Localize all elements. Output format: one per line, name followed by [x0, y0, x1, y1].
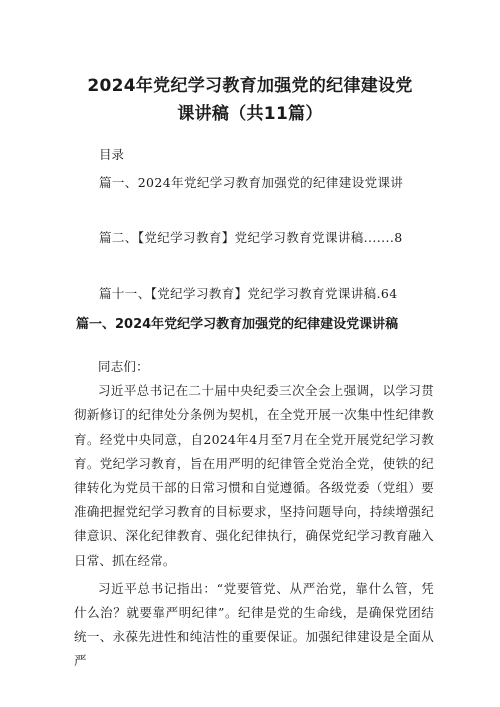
toc-heading: 目录	[99, 147, 125, 162]
toc-item-1[interactable]: 篇一、2024年党纪学习教育加强党的纪律建设党课讲	[99, 175, 404, 190]
document-title	[60, 72, 440, 128]
title-line-2: 课讲稿（共11篇）	[177, 104, 323, 124]
toc-item-2[interactable]: 篇二、【党纪学习教育】党纪学习教育党课讲稿.......8	[99, 230, 403, 245]
paragraph-1: 习近平总书记在二十届中央纪委三次全会上强调，以学习贯彻新修订的纪律处分条例为契机，在全党开展一次集中性纪律教育。经党中央同意，自2024年4月至7月在全党开展党纪学习教育。党纪学习教育，旨在用严明的纪律管全党治全党，使铁的纪律转化为党员干部的日常习惯和自觉遵循。各级党委（党组）要准确把握党纪学习教育的目标要求，坚持问题导向，持续增强纪律意识、深化纪律教育、强化纪律执行，确保党纪学习教育融入日常、抓在经常。	[74, 383, 434, 568]
body-text	[74, 355, 434, 674]
section-heading: 篇一、2024年党纪学习教育加强党的纪律建设党课讲稿	[76, 317, 399, 332]
salutation: 同志们：	[98, 359, 149, 374]
toc-item-3[interactable]: 篇十一、【党纪学习教育】党纪学习教育党课讲稿.64	[99, 286, 398, 301]
title-line-1: 2024年党纪学习教育加强党的纪律建设党	[87, 76, 413, 96]
paragraph-2: 习近平总书记指出：“党要管党、从严治党，靠什么管，凭什么治？就要靠严明纪律”。纪律是党的生命线，是确保党团结统一、永葆先进性和纯洁性的重要保证。加强纪律建设是全面从严	[74, 580, 434, 669]
